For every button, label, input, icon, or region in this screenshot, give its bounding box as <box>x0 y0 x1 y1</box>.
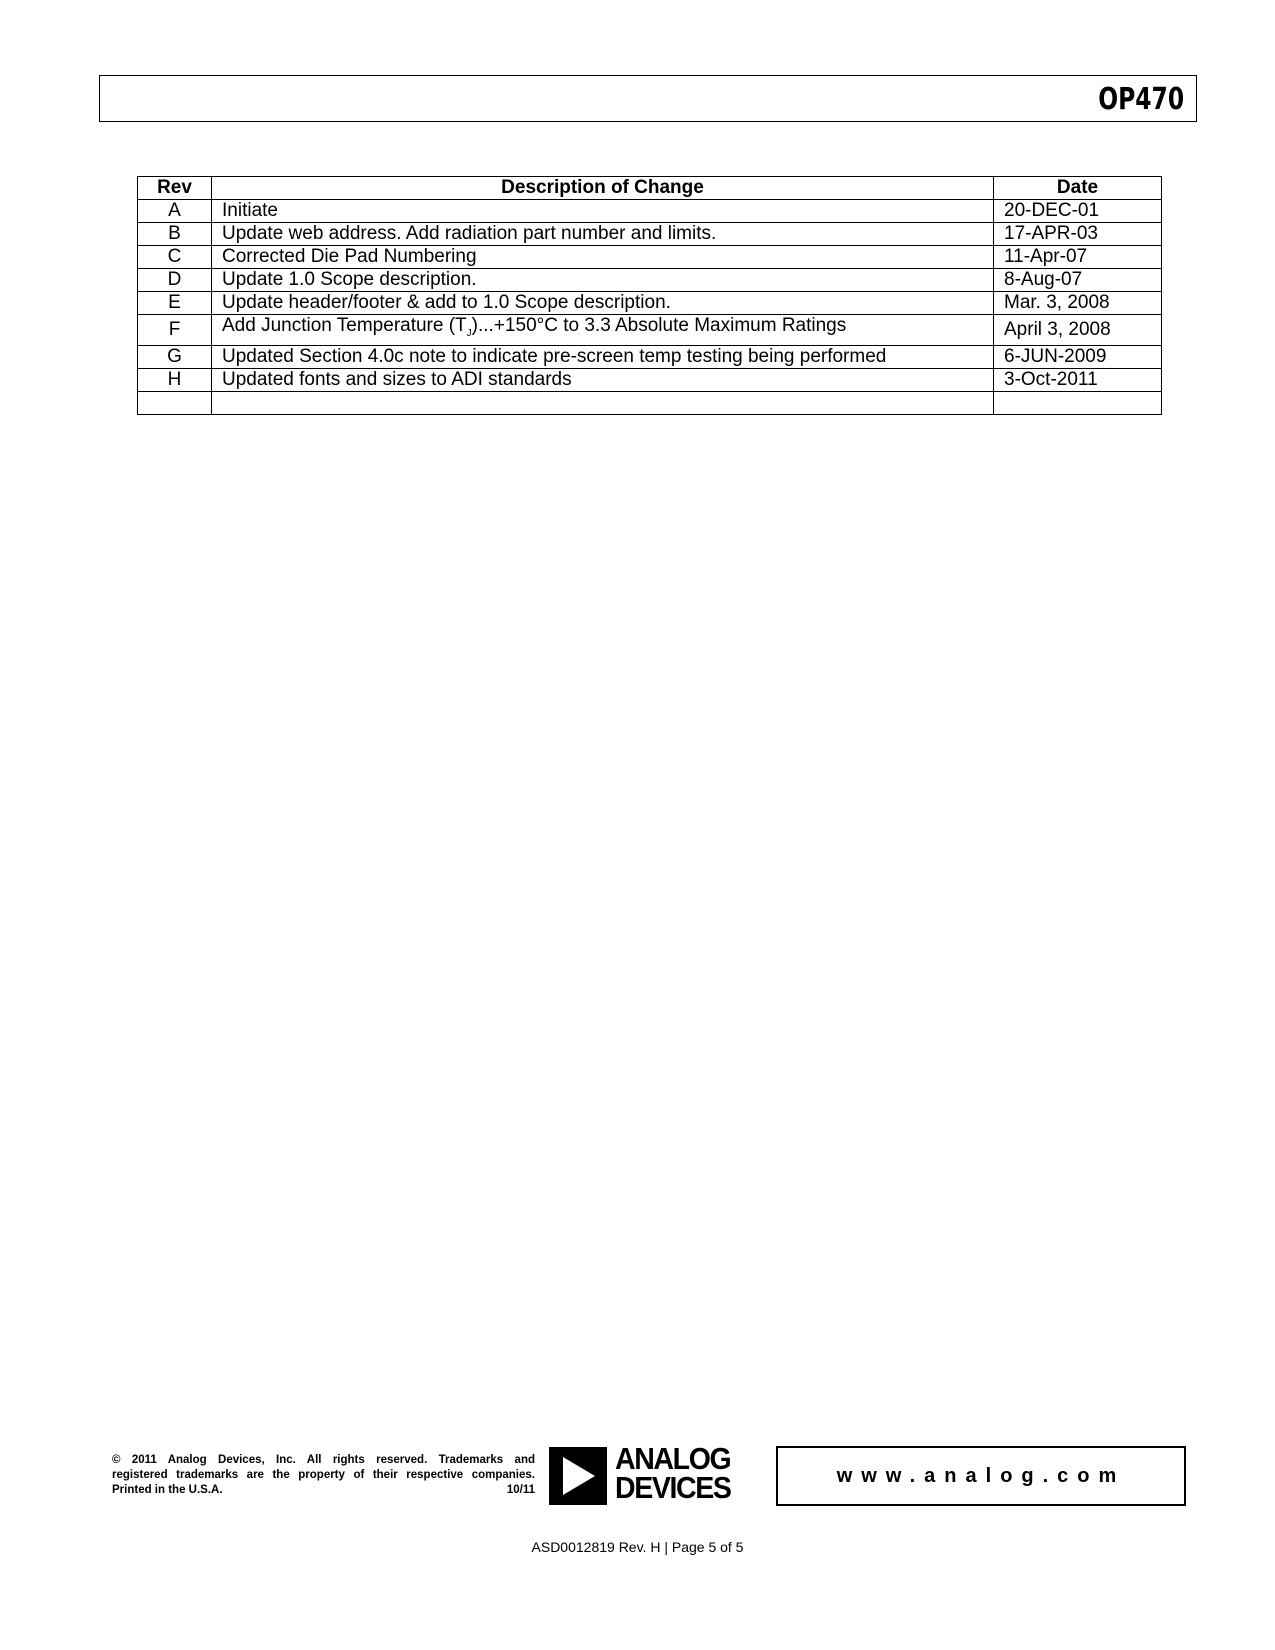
printed-in-text: Printed in the U.S.A. <box>112 1484 223 1496</box>
header-box <box>99 75 1197 122</box>
table-row <box>138 200 1162 223</box>
description-cell <box>212 391 994 414</box>
description-cell: Initiate <box>212 200 994 223</box>
table-row <box>138 368 1162 391</box>
date-column-header: Date <box>994 177 1162 200</box>
description-column-header: Description of Change <box>212 177 994 200</box>
table-row-empty <box>138 391 1162 414</box>
rev-cell: E <box>138 292 212 315</box>
description-text-pre: Add Junction Temperature (T <box>222 315 467 336</box>
copyright-line: © 2011 Analog Devices, Inc. All rights reserved. Trademarks and <box>112 1454 535 1466</box>
rev-cell: D <box>138 269 212 292</box>
date-cell: 20-DEC-01 <box>994 200 1162 223</box>
description-cell <box>212 315 994 346</box>
rev-cell: B <box>138 223 212 246</box>
description-cell: Update 1.0 Scope description. <box>212 269 994 292</box>
part-number: OP470 <box>1098 82 1184 117</box>
description-cell: Update web address. Add radiation part number and limits. <box>212 223 994 246</box>
copyright-notice <box>112 1453 535 1498</box>
revision-history-table <box>137 176 1162 415</box>
table-header-row <box>138 177 1162 200</box>
table-row <box>138 269 1162 292</box>
description-text-post: )...+150°C to 3.3 Absolute Maximum Ratings <box>471 315 847 336</box>
print-code: 10/11 <box>506 1484 535 1496</box>
rev-cell: C <box>138 246 212 269</box>
logo-line-devices: DEVICES <box>615 1470 731 1505</box>
copyright-line: registered trademarks are the property of their respective companies. <box>112 1469 535 1481</box>
rev-cell: A <box>138 200 212 223</box>
date-cell: Mar. 3, 2008 <box>994 292 1162 315</box>
table-row <box>138 315 1162 346</box>
description-cell: Updated fonts and sizes to ADI standards <box>212 368 994 391</box>
description-cell: Update header/footer & add to 1.0 Scope description. <box>212 292 994 315</box>
description-cell: Updated Section 4.0c note to indicate pre-screen temp testing being performed <box>212 345 994 368</box>
copyright-last-line <box>112 1483 535 1498</box>
date-cell: 11-Apr-07 <box>994 246 1162 269</box>
rev-cell: G <box>138 345 212 368</box>
junction-subscript: J <box>466 327 472 339</box>
logo-wordmark <box>615 1441 731 1505</box>
rev-column-header: Rev <box>138 177 212 200</box>
date-cell: 8-Aug-07 <box>994 269 1162 292</box>
logo-line-analog: ANALOG <box>615 1441 731 1476</box>
rev-cell: H <box>138 368 212 391</box>
date-cell: 6-JUN-2009 <box>994 345 1162 368</box>
date-cell <box>994 391 1162 414</box>
description-cell: Corrected Die Pad Numbering <box>212 246 994 269</box>
table-row <box>138 345 1162 368</box>
date-cell: 17-APR-03 <box>994 223 1162 246</box>
website-box <box>776 1446 1186 1506</box>
rev-cell <box>138 391 212 414</box>
table-row <box>138 223 1162 246</box>
website-link[interactable]: www.analog.com <box>836 1464 1126 1487</box>
table-row <box>138 246 1162 269</box>
page-footer-id: ASD0012819 Rev. H | Page 5 of 5 <box>531 1539 744 1555</box>
table-row <box>138 292 1162 315</box>
date-cell: 3-Oct-2011 <box>994 368 1162 391</box>
date-cell: April 3, 2008 <box>994 315 1162 346</box>
logo-triangle-icon <box>549 1447 607 1505</box>
rev-cell: F <box>138 315 212 346</box>
analog-devices-logo <box>549 1441 759 1506</box>
